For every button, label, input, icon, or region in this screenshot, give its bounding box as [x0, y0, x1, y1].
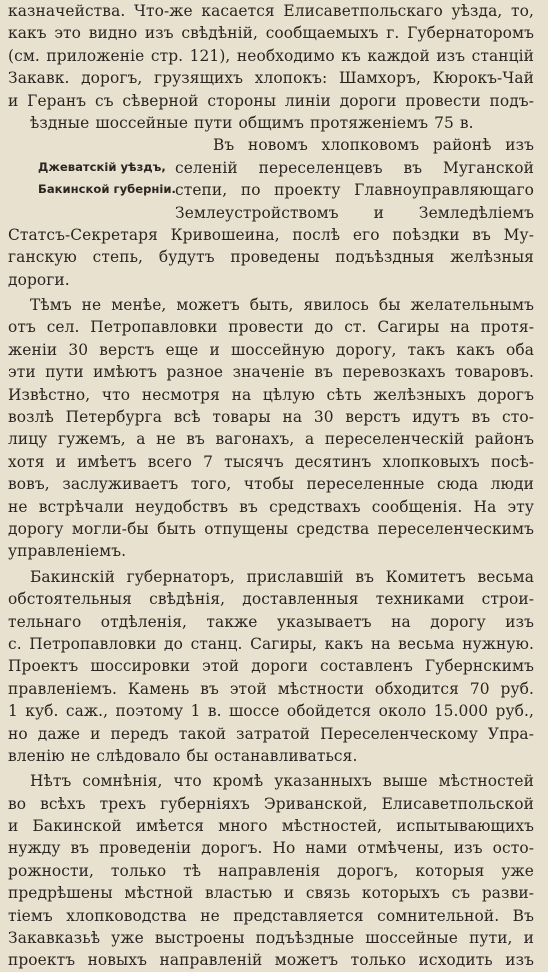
text-line: эти пути имѣютъ разное значеніе въ перевозкахъ товаровъ. — [8, 363, 534, 382]
text-line: и Геранъ съ сѣверной стороны линіи дороги провести подъ- — [8, 91, 534, 110]
text-line: возлѣ Петербурга всѣ товары на 30 верстъ идутъ въ сто- — [8, 408, 534, 427]
margin-note-line: Бакинской губерніи. — [38, 182, 176, 197]
text-line: Тѣмъ не менѣе, можетъ быть, явилось бы желательнымъ — [30, 296, 534, 315]
text-line: управленіемъ. — [8, 542, 127, 561]
text-line: Бакинскій губернаторъ, приславшій въ Комитетъ весьма — [30, 567, 534, 586]
paragraph-3 — [8, 566, 534, 768]
text-line: отъ сел. Петропавловки провести до ст. Сагиры на протя- — [8, 318, 534, 337]
paragraph-1 — [8, 0, 534, 134]
text-line: Извѣстно, что несмотря на цѣлую сѣть желѣзныхъ дорогъ — [8, 385, 534, 404]
text-line: женіи 30 верстъ еще и шоссейную дорогу, такъ какъ оба — [8, 340, 534, 359]
text-line: ганскую степь, будутъ проведены подъѣздныя желѣзныя — [8, 248, 534, 267]
text-line: ѣздные шоссейные пути общимъ протяженіемъ 75 в. — [30, 113, 474, 132]
text-line: проектъ новыхъ направленій можетъ только исходить изъ — [8, 951, 534, 970]
margin-note — [38, 156, 176, 200]
text-line: Въ новомъ хлопковомъ районѣ изъ — [213, 136, 534, 155]
text-line: вленію не слѣдовало бы останавливаться. — [8, 746, 358, 765]
text-line: правленіемъ. Камень въ этой мѣстности обходится 70 руб. — [8, 679, 534, 698]
paragraph-side-note — [8, 134, 534, 291]
text-line: вовъ, заслуживаетъ того, чтобы переселенные сюда люди — [8, 475, 534, 494]
text-line: нужду въ проведеніи дорогъ. Но нами отмѣчены, изъ осто- — [8, 839, 534, 858]
text-line: с. Петропавловки до станц. Сагиры, какъ на весьма нужную. — [8, 634, 534, 653]
text-line: рожности, только тѣ направленія дорогъ, которыя уже — [8, 861, 534, 880]
text-line: (см. приложеніе стр. 121), необходимо къ каждой изъ станцій — [8, 46, 534, 65]
text-line: Нѣтъ сомнѣнія, что кромѣ указанныхъ выше мѣстностей — [30, 772, 534, 791]
text-line: дороги. — [8, 270, 70, 289]
text-line: Статсъ-Секретаря Кривошеина, послѣ его поѣздки въ Му- — [8, 225, 534, 244]
paragraph-4 — [8, 770, 534, 972]
text-line: но даже и передъ такой затратой Переселенческому Упра- — [8, 724, 534, 743]
text-line: во всѣхъ трехъ губерніяхъ Эриванской, Елисаветпольской — [8, 794, 534, 813]
text-line: не встрѣчали неудобствъ въ средствахъ сообщенія. На эту — [8, 497, 534, 516]
text-line: 1 куб. саж., поэтому 1 в. шоссе обойдется около 15.000 руб., — [8, 702, 534, 721]
text-line: Закавк. дорогъ, грузящихъ хлопокъ: Шамхоръ, Кюрокъ-Чай — [8, 69, 534, 88]
text-line: тельнаго отдѣленія, также указываетъ на дорогу изъ — [8, 612, 534, 631]
text-line: тіемъ хлопководства не представляется сомнительной. Въ — [8, 906, 534, 925]
text-line: казначейства. Что-же касается Елисаветпольскаго уѣзда, то, — [8, 2, 534, 20]
text-line: степи, по проекту Главноуправляющаго — [175, 181, 534, 200]
text-line: селеній переселенцевъ въ Муганской — [175, 158, 534, 177]
text-line: предрѣшены мѣстной властью и связь которыхъ съ разви- — [8, 884, 534, 903]
margin-note-line: Джеватскій уѣздъ, — [38, 160, 166, 175]
text-line: лицу гужемъ, а не въ вагонахъ, а переселенческій районъ — [8, 430, 534, 449]
text-line: хотя и имѣетъ всего 7 тысячъ десятинъ хлопковыхъ посѣ- — [8, 452, 534, 471]
text-line: и Бакинской имѣется много мѣстностей, испытывающихъ — [8, 817, 534, 836]
text-line: обстоятельныя свѣдѣнія, доставленныя техниками строи- — [8, 590, 534, 609]
paragraph-2 — [8, 294, 534, 563]
text-line: Закавказьѣ уже выстроены подъѣздные шоссейные пути, и — [8, 929, 534, 948]
text-line: Землеустройствомъ и Земледѣліемъ — [175, 203, 534, 222]
text-line: какъ это видно изъ свѣдѣній, сообщаемыхъ г. Губернаторомъ — [8, 24, 534, 43]
text-line: Проектъ шоссировки этой дороги составленъ Губернскимъ — [8, 657, 534, 676]
text-line: дорогу могли-бы быть отпущены средства переселенческимъ — [8, 519, 534, 538]
